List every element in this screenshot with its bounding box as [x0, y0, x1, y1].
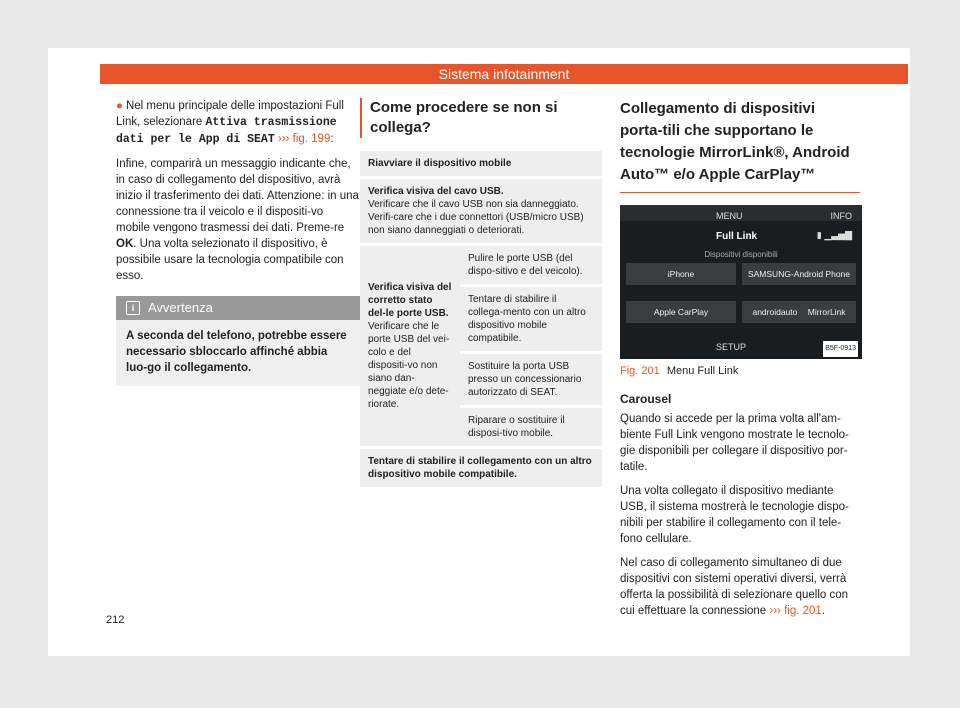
paragraph-data-transfer: [116, 156, 360, 284]
figure-reference-link[interactable]: ››› fig. 201: [769, 605, 822, 617]
figure-label: Fig. 201: [620, 365, 660, 377]
screen-available-label: Dispositivi disponibili: [704, 250, 778, 259]
cell-title: Verifica visiva del corretto stato del-le porte USB.: [368, 282, 452, 319]
cell-text: Tentare di stabilire il collegamento con un altro dispositivo mobile compatibile.: [368, 456, 592, 480]
cell-title: Verifica visiva del cavo USB.: [368, 186, 504, 197]
paragraph-tail: .: [821, 605, 826, 617]
figure-caption-text: Menu Full Link: [666, 365, 739, 377]
page: [48, 48, 910, 656]
mirrorlink-label: MirrorLink: [807, 307, 846, 317]
section-title: Collegamento di dispositivi porta-tili che supportano le tecnologie MirrorLink®, Android Auto™ e/o Apple CarPlay™: [620, 98, 860, 193]
warning-box: [116, 296, 360, 386]
paragraph-text: Infine, comparirà un messaggio indicante che, in caso di collegamento del dispositivo, avrà inizio il trasferimento dei dati. Attenzione: in una connessione tra il veicolo e il dispositi-vo mobile vengono trasmessi dei dati. Preme-re: [116, 158, 359, 234]
warning-header: [116, 296, 360, 320]
figure-reference-link[interactable]: ››› fig. 199: [277, 133, 331, 145]
screen-carplay-button: Apple CarPlay: [626, 301, 736, 323]
table-cell: Riparare o sostituire il disposi-tivo mobile.: [460, 408, 602, 446]
carousel-heading: Carousel: [620, 392, 672, 406]
screen-android-mirrorlink-button: [742, 301, 856, 323]
table-cell: [360, 151, 602, 176]
screen-full-link-title: Full Link: [716, 231, 758, 242]
paragraph-text: . Una volta selezionato il dispositivo, è possibile usare la tecnologia compatibile con esso.: [116, 238, 344, 282]
paragraph-select-option: [116, 98, 360, 148]
paragraph-tail: :: [330, 133, 334, 145]
paragraph: Una volta collegato il dispositivo mediante USB, il sistema mostrerà le tecnologie dispo-nibili per stabilire il collegamento con il tele-fono cellulare.: [620, 485, 849, 545]
paragraph-text: Nel menu principale delle impostazioni Full Link, selezionare: [116, 100, 344, 128]
table-row: [360, 246, 602, 284]
ok-label: OK: [116, 238, 134, 250]
paragraph: Quando si accede per la prima volta all'am-biente Full Link vengono mostrate le tecnolo-gie disponibili per collegare il dispositivo por-tatile.: [620, 413, 849, 473]
table-cell: [360, 179, 602, 243]
warning-title: Avvertenza: [148, 300, 213, 315]
troubleshoot-table: [360, 148, 602, 490]
cell-text: Verificare che le porte USB del vei-colo e del dispositi-vo non siano dan-neggiate e/o dete-riorate.: [368, 321, 450, 410]
page-number: 212: [106, 614, 125, 626]
screen-samsung-button: SAMSUNG-Android Phone: [742, 263, 856, 285]
figure-caption: [620, 363, 860, 379]
table-cell: Sostituire la porta USB presso un concessionario autorizzato di SEAT.: [460, 354, 602, 405]
bullet-icon: ●: [116, 100, 123, 112]
page-header: Sistema infotainment: [100, 64, 908, 84]
signal-icon: ▮ ▁▃▅▇: [816, 230, 852, 240]
screen-iphone-button: iPhone: [626, 263, 736, 285]
column-middle: [360, 98, 602, 490]
paragraph-text: Nel caso di collegamento simultaneo di due dispositivi con sistemi operativi diversi, verrà offerta la possibilità di selezionare quello con cui effettuare la connessione: [620, 557, 849, 617]
cell-text: Riavviare il dispositivo mobile: [368, 158, 512, 169]
image-code: B5F-0913: [823, 341, 858, 357]
warning-text: A seconda del telefono, potrebbe essere necessario sbloccarlo affinché abbia luo-go il collegamento.: [126, 330, 347, 374]
cell-text: Verificare che il cavo USB non sia danneggiato. Verifi-care che i due connettori (USB/micro USB) non siano danneggiati o deteriorati.: [368, 199, 584, 236]
section-title: Come procedere se non si collega?: [360, 98, 602, 138]
screen-setup-label: SETUP: [716, 342, 747, 352]
full-link-screen-image: [620, 205, 862, 359]
column-right: [620, 98, 860, 627]
menu-option-label: Attiva trasmissione dati per le App di SEAT: [116, 116, 337, 146]
table-cell: [360, 449, 602, 487]
table-row: [360, 151, 602, 176]
screen-menu-label: MENU: [716, 211, 743, 221]
table-row: [360, 179, 602, 243]
paragraph: [620, 555, 860, 619]
column-left: [116, 98, 360, 386]
table-cell: Tentare di stabilire il collega-mento con un altro dispositivo mobile compatibile.: [460, 287, 602, 351]
screen-info-label: INFO: [830, 211, 852, 221]
android-auto-label: androidauto: [752, 307, 798, 317]
table-cell: [360, 246, 460, 446]
table-cell: Pulire le porte USB (del dispo-sitivo e del veicolo).: [460, 246, 602, 284]
info-icon: i: [126, 301, 140, 315]
table-row: [360, 449, 602, 487]
